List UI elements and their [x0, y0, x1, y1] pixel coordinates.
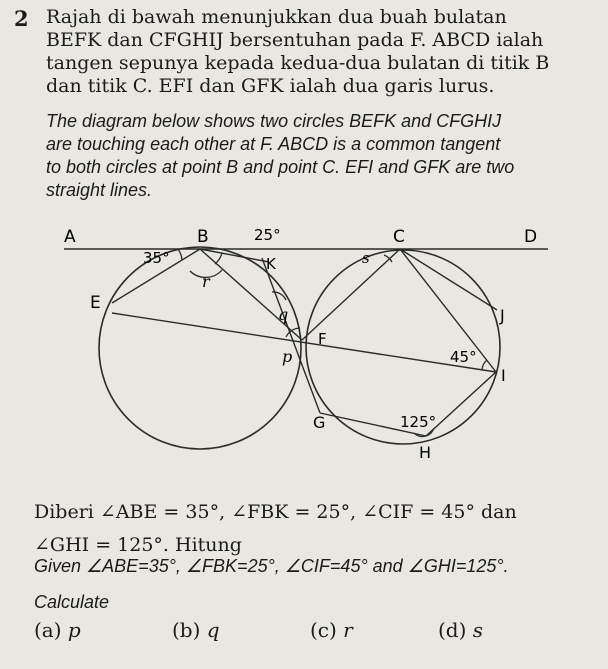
question-number: 2: [14, 6, 29, 31]
label-f: F: [318, 330, 327, 348]
label-h: H: [419, 443, 432, 462]
given-text-malay: [34, 496, 594, 562]
given-text-english: Given ∠ABE=35°, ∠FBK=25°, ∠CIF=45° and ∠GHI=125°.: [34, 556, 509, 576]
english-line-1: The diagram below shows two circles BEFK and CFGHIJ: [46, 111, 502, 131]
part-c: [310, 618, 353, 642]
angle-arc-abe: [178, 249, 182, 260]
given-malay-line-2: ∠GHI = 125°. Hitung: [34, 534, 242, 556]
unknown-r: r: [202, 272, 210, 291]
part-c-var: r: [343, 618, 353, 642]
line-cj: [400, 249, 497, 310]
unknown-s: s: [362, 249, 370, 267]
label-k: K: [266, 255, 276, 273]
line-bk: [200, 249, 269, 262]
label-b: B: [197, 227, 209, 247]
label-i: I: [501, 366, 506, 385]
english-line-4: straight lines.: [46, 180, 153, 200]
unknown-p: p: [282, 347, 293, 366]
line-efi: [112, 313, 496, 372]
given-malay-line-1: Diberi ∠ABE = 35°, ∠FBK = 25°, ∠CIF = 45° dan: [34, 501, 517, 523]
label-e: E: [90, 293, 101, 313]
angle-label-fbk: 25°: [254, 226, 281, 244]
calculate-label: Calculate: [34, 592, 110, 612]
part-b-label: (b): [172, 618, 201, 642]
label-j: J: [500, 306, 505, 325]
angle-label-abe: 35°: [143, 249, 170, 267]
malay-line-3: tangen sepunya kepada kedua-dua bulatan di titik B: [46, 52, 550, 74]
line-bf: [200, 249, 302, 340]
angle-label-ghi: 125°: [400, 413, 437, 431]
angle-arc-fbk: [215, 253, 222, 264]
part-b: [172, 618, 220, 642]
angle-arc-cif: [482, 360, 487, 370]
english-line-3: to both circles at point B and point C. EFI and GFK are two: [46, 157, 515, 177]
part-d: [438, 618, 483, 642]
malay-line-1: Rajah di bawah menunjukkan dua buah bulatan: [46, 6, 507, 28]
part-d-var: s: [472, 618, 484, 642]
part-b-var: q: [206, 618, 220, 642]
part-a-var: p: [67, 618, 81, 642]
line-ci: [400, 249, 496, 372]
malay-line-2: BEFK dan CFGHIJ bersentuhan pada F. ABCD ialah: [46, 29, 544, 51]
line-cf: [302, 249, 400, 340]
label-g: G: [313, 413, 326, 432]
label-c: C: [393, 227, 405, 247]
line-hi: [426, 372, 496, 436]
label-d: D: [524, 227, 538, 247]
part-a: [34, 618, 81, 642]
malay-line-4: dan titik C. EFI dan GFK ialah dua garis lurus.: [46, 75, 495, 97]
unknown-q: q: [278, 305, 289, 324]
label-a: A: [64, 227, 76, 247]
angle-label-cif: 45°: [450, 348, 477, 366]
line-gfk: [262, 258, 320, 413]
part-d-label: (d): [438, 618, 467, 642]
part-c-label: (c): [310, 618, 337, 642]
english-line-2: are touching each other at F. ABCD is a common tangent: [46, 134, 501, 154]
question-parts: [34, 618, 594, 650]
part-a-label: (a): [34, 618, 62, 642]
